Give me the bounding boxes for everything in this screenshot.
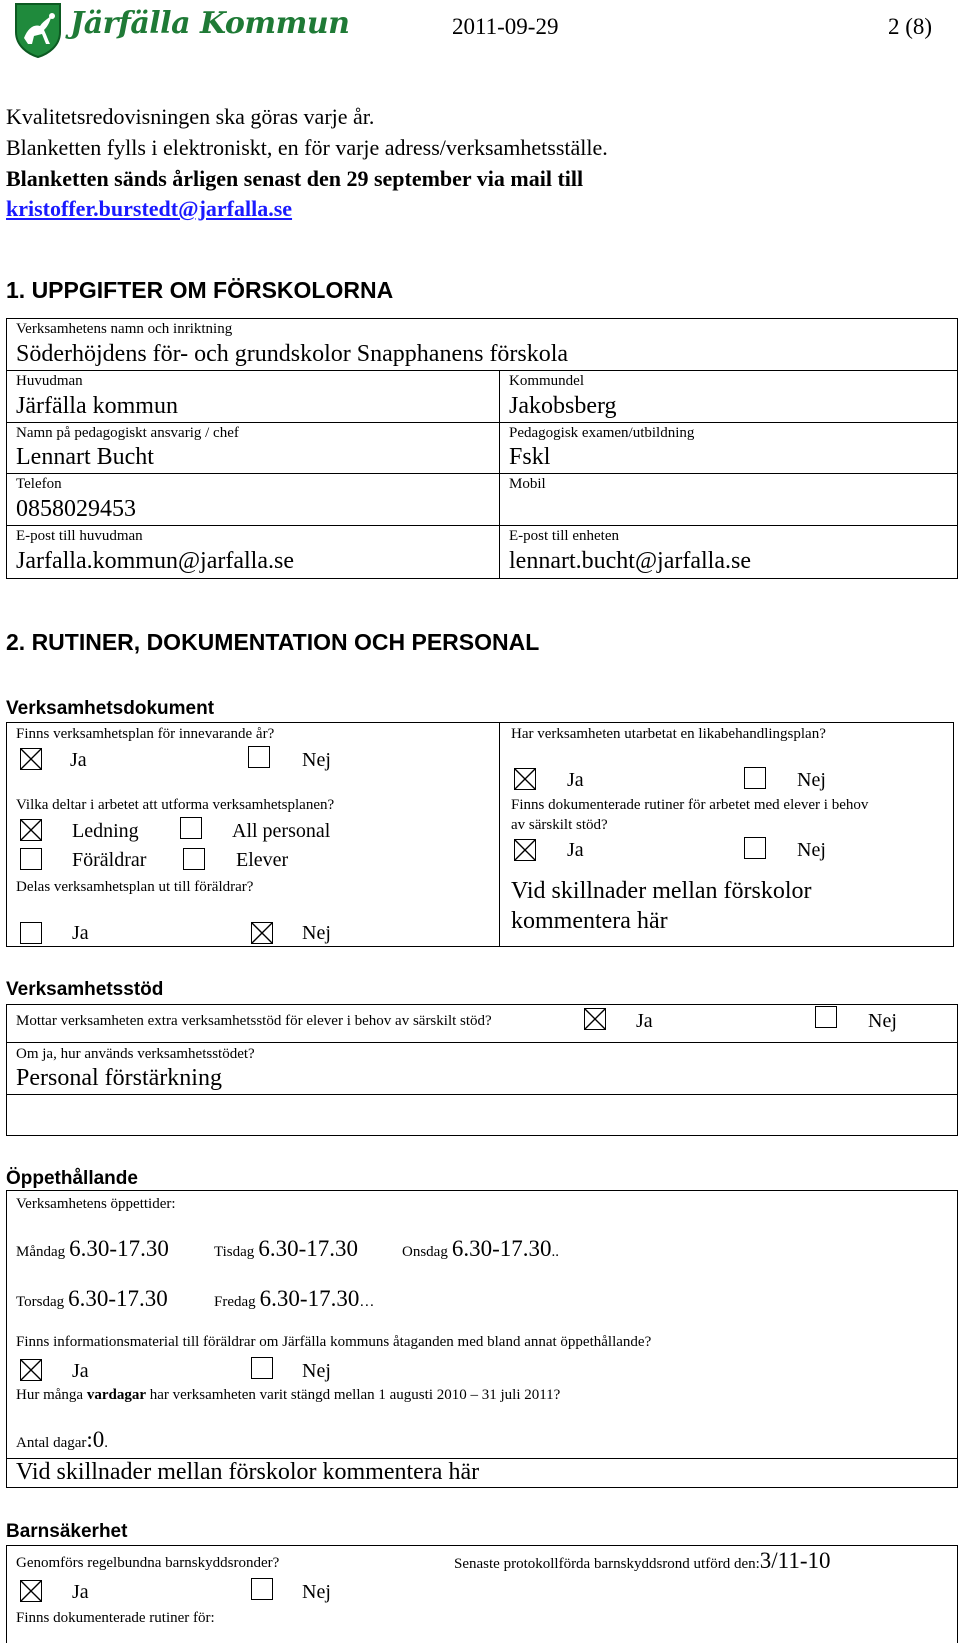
onsdag-label: Onsdag <box>402 1244 448 1260</box>
q-informationsmaterial: Finns informationsmaterial till föräldrar om Järfälla kommuns åtaganden med bland annat öppethållande? <box>16 1334 652 1350</box>
namn-field[interactable]: Söderhöjdens för- och grundskolor Snapphanens förskola <box>16 341 569 367</box>
senaste-rond-label: Senaste protokollförda barnskyddsrond utförd den: <box>454 1556 760 1572</box>
senaste-rond-row <box>454 1548 830 1574</box>
info-ja-label: Ja <box>72 1360 89 1382</box>
extra-stod-ja-checkbox[interactable] <box>584 1008 606 1030</box>
extra-stod-nej-label: Nej <box>868 1010 897 1032</box>
q-likabehandlingsplan: Har verksamheten utarbetat en likabehandlingsplan? <box>511 726 826 742</box>
telefon-field[interactable]: 0858029453 <box>16 496 136 522</box>
telefon-label: Telefon <box>16 476 62 492</box>
verksamhetsdokument-heading: Verksamhetsdokument <box>6 698 215 719</box>
page-number: 2 (8) <box>888 14 933 39</box>
intro-line-1: Kvalitetsredovisningen ska göras varje år. <box>6 104 375 129</box>
stangd-text-post: har verksamheten varit stängd mellan 1 augusti 2010 – 31 juli 2011? <box>145 1387 561 1403</box>
likabehandling-nej-checkbox[interactable] <box>744 767 766 789</box>
q-rutiner-line1: Finns dokumenterade rutiner för arbetet med elever i behov <box>511 797 869 813</box>
info-nej-checkbox[interactable] <box>251 1357 273 1379</box>
verksamhetsplan-ja-checkbox[interactable] <box>20 748 42 770</box>
intro-line-2: Blanketten fylls i elektroniskt, en för varje adress/verksamhetsställe. <box>6 135 608 160</box>
huvudman-label: Huvudman <box>16 373 83 389</box>
q-rutiner-line2: av särskilt stöd? <box>511 817 608 833</box>
tisdag-label: Tisdag <box>214 1244 255 1260</box>
ledning-label: Ledning <box>72 820 139 842</box>
delas-ut-ja-checkbox[interactable] <box>20 922 42 944</box>
document-date: 2011-09-29 <box>452 14 559 39</box>
verksamhetsplan-nej-label: Nej <box>302 749 331 771</box>
senaste-rond-field[interactable]: 3/11-10 <box>759 1548 831 1573</box>
delas-ut-nej-checkbox[interactable] <box>251 922 273 944</box>
q-deltar: Vilka deltar i arbetet att utforma verksamhetsplanen? <box>16 797 335 813</box>
examen-label: Pedagogisk examen/utbildning <box>509 425 695 441</box>
fredag-field[interactable]: 6.30-17.30 <box>259 1286 360 1311</box>
intro-line-3: Blanketten sänds årligen senast den 29 september via mail till <box>6 166 584 191</box>
oppethallande-comment-field[interactable]: Vid skillnader mellan förskolor kommentera här <box>16 1459 480 1485</box>
onsdag-row <box>402 1236 559 1262</box>
rutiner-ja-label: Ja <box>567 839 584 861</box>
torsdag-row <box>16 1286 168 1312</box>
onsdag-field[interactable]: 6.30-17.30 <box>451 1236 552 1261</box>
tisdag-field[interactable]: 6.30-17.30 <box>258 1236 358 1261</box>
oppettider-label: Verksamhetens öppettider: <box>16 1196 176 1212</box>
antal-dagar-label: Antal dagar <box>16 1435 87 1451</box>
foraldrar-checkbox[interactable] <box>20 848 42 870</box>
page-header <box>0 0 960 70</box>
epost-enhet-field[interactable]: lennart.bucht@jarfalla.se <box>509 548 751 574</box>
kommun-logo-shield-icon <box>14 2 62 58</box>
contact-email-link[interactable]: kristoffer.burstedt@jarfalla.se <box>6 196 293 221</box>
oppethallande-heading: Öppethållande <box>6 1168 138 1189</box>
kommundel-label: Kommundel <box>509 373 584 389</box>
torsdag-label: Torsdag <box>16 1294 65 1310</box>
rutiner-nej-label: Nej <box>797 839 826 861</box>
kommun-logo-text: Järfälla Kommun <box>70 6 350 41</box>
extra-stod-ja-label: Ja <box>636 1010 653 1032</box>
namn-label: Verksamhetens namn och inriktning <box>16 321 233 337</box>
verksamhetsdokument-table <box>6 722 954 947</box>
examen-field[interactable]: Fskl <box>509 444 551 470</box>
barnskydd-ja-label: Ja <box>72 1581 89 1603</box>
section-1-title: 1. UPPGIFTER OM FÖRSKOLORNA <box>6 277 394 303</box>
rutiner-for-label: Finns dokumenterade rutiner för: <box>16 1610 215 1626</box>
rutiner-ja-checkbox[interactable] <box>514 839 536 861</box>
delas-ut-nej-label: Nej <box>302 922 331 944</box>
likabehandling-ja-checkbox[interactable] <box>514 768 536 790</box>
all-personal-checkbox[interactable] <box>180 817 202 839</box>
barnskydd-ja-checkbox[interactable] <box>20 1580 42 1602</box>
verksamhetsplan-ja-label: Ja <box>70 749 87 771</box>
antal-dagar-row <box>16 1427 108 1453</box>
ledning-checkbox[interactable] <box>20 819 42 841</box>
chef-label: Namn på pedagogiskt ansvarig / chef <box>16 425 239 441</box>
fredag-label: Fredag <box>214 1294 256 1310</box>
section-2-title: 2. RUTINER, DOKUMENTATION OCH PERSONAL <box>6 629 540 655</box>
antal-dagar-field[interactable]: :0 <box>86 1427 105 1452</box>
q-extra-stod: Mottar verksamheten extra verksamhetsstöd för elever i behov av särskilt stöd? <box>16 1013 492 1029</box>
mandag-label: Måndag <box>16 1244 66 1260</box>
likabehandling-ja-label: Ja <box>567 769 584 791</box>
stod-anvandning-field[interactable]: Personal förstärkning <box>16 1065 222 1091</box>
q-verksamhetsplan: Finns verksamhetsplan för innevarande år? <box>16 726 275 742</box>
verksamhetsstod-heading: Verksamhetsstöd <box>6 979 164 1000</box>
barnskydd-nej-label: Nej <box>302 1581 331 1603</box>
antal-dagar-suffix: . <box>104 1435 109 1451</box>
stangd-text-bold: vardagar <box>86 1387 146 1403</box>
torsdag-field[interactable]: 6.30-17.30 <box>68 1286 168 1311</box>
q-stangd-dagar <box>16 1387 560 1404</box>
likabehandling-nej-label: Nej <box>797 769 826 791</box>
elever-checkbox[interactable] <box>183 848 205 870</box>
extra-stod-nej-checkbox[interactable] <box>815 1006 837 1028</box>
q-barnskyddsronder: Genomförs regelbundna barnskyddsronder? <box>16 1555 280 1571</box>
stangd-text-pre: Hur många <box>16 1387 87 1403</box>
epost-huvudman-field[interactable]: Jarfalla.kommun@jarfalla.se <box>16 548 294 574</box>
rutiner-nej-checkbox[interactable] <box>744 837 766 859</box>
dokument-comment-line1[interactable]: Vid skillnader mellan förskolor <box>511 878 812 904</box>
chef-field[interactable]: Lennart Bucht <box>16 444 154 470</box>
elever-label: Elever <box>236 849 289 871</box>
barnsakerhet-heading: Barnsäkerhet <box>6 1521 128 1542</box>
fredag-row <box>214 1286 374 1312</box>
dokument-comment-line2[interactable]: kommentera här <box>511 908 668 934</box>
delas-ut-ja-label: Ja <box>72 922 89 944</box>
mandag-field[interactable]: 6.30-17.30 <box>69 1236 169 1261</box>
foraldrar-label: Föräldrar <box>72 849 147 871</box>
kommundel-field[interactable]: Jakobsberg <box>509 393 617 419</box>
info-nej-label: Nej <box>302 1360 331 1382</box>
epost-enhet-label: E-post till enheten <box>509 528 619 544</box>
fredag-suffix: … <box>359 1294 375 1310</box>
all-personal-label: All personal <box>232 820 331 842</box>
info-ja-checkbox[interactable] <box>20 1359 42 1381</box>
q-stod-anvandning: Om ja, hur används verksamhetsstödet? <box>16 1046 255 1062</box>
q-delas-ut: Delas verksamhetsplan ut till föräldrar? <box>16 879 254 895</box>
epost-huvudman-label: E-post till huvudman <box>16 528 143 544</box>
onsdag-suffix: .. <box>551 1244 559 1260</box>
mandag-row <box>16 1236 169 1262</box>
huvudman-field[interactable]: Järfälla kommun <box>16 393 178 419</box>
mobil-label: Mobil <box>509 476 546 492</box>
barnskydd-nej-checkbox[interactable] <box>251 1578 273 1600</box>
verksamhetsplan-nej-checkbox[interactable] <box>248 746 270 768</box>
tisdag-row <box>214 1236 358 1262</box>
